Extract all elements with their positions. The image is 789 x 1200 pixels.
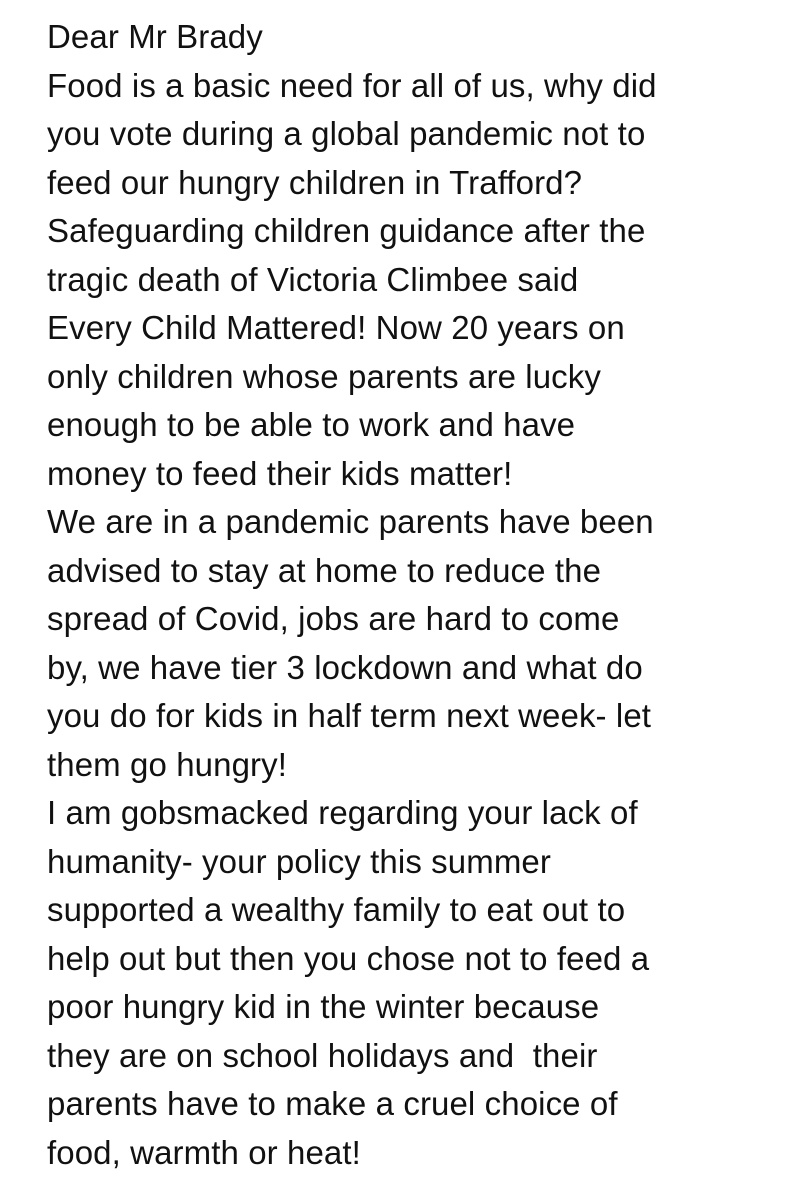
note-line: you vote during a global pandemic not to: [47, 115, 646, 152]
note-line: only children whose parents are lucky: [47, 357, 601, 395]
note-line: money to feed their kids matter!: [47, 454, 513, 492]
note-line-greeting: Dear Mr Brady: [47, 18, 263, 55]
note-line: Every Child Mattered! Now 20 years on: [47, 309, 625, 346]
note-line: parents have to make a cruel choice of: [47, 1085, 618, 1122]
note-line: spread of Covid, jobs are hard to come: [47, 600, 620, 637]
note-line: supported a wealthy family to eat out to: [47, 891, 626, 928]
note-line: humanity- your policy this summer: [47, 842, 551, 880]
note-line: Food is a basic need for all of us, why did: [47, 66, 657, 104]
note-line: food, warmth or heat!: [47, 1133, 361, 1171]
note-line: by, we have tier 3 lockdown and what do: [47, 648, 643, 686]
note-line: We are in a pandemic parents have been: [47, 503, 654, 540]
note-line: I am gobsmacked regarding your lack of: [47, 794, 638, 831]
note-line: feed our hungry children in Trafford?: [47, 163, 583, 201]
note-line: advised to stay at home to reduce the: [47, 551, 602, 589]
note-line: they are on school holidays and their: [47, 1036, 598, 1074]
note-line: them go hungry!: [47, 745, 287, 783]
note-line: help out but then you chose not to feed a: [47, 939, 650, 977]
note-line: Safeguarding children guidance after the: [47, 212, 646, 249]
note-line: enough to be able to work and have: [47, 406, 576, 443]
note-line: you do for kids in half term next week- let: [47, 697, 652, 734]
note-line: tragic death of Victoria Climbee said: [47, 260, 579, 298]
note-line: poor hungry kid in the winter because: [47, 988, 600, 1025]
